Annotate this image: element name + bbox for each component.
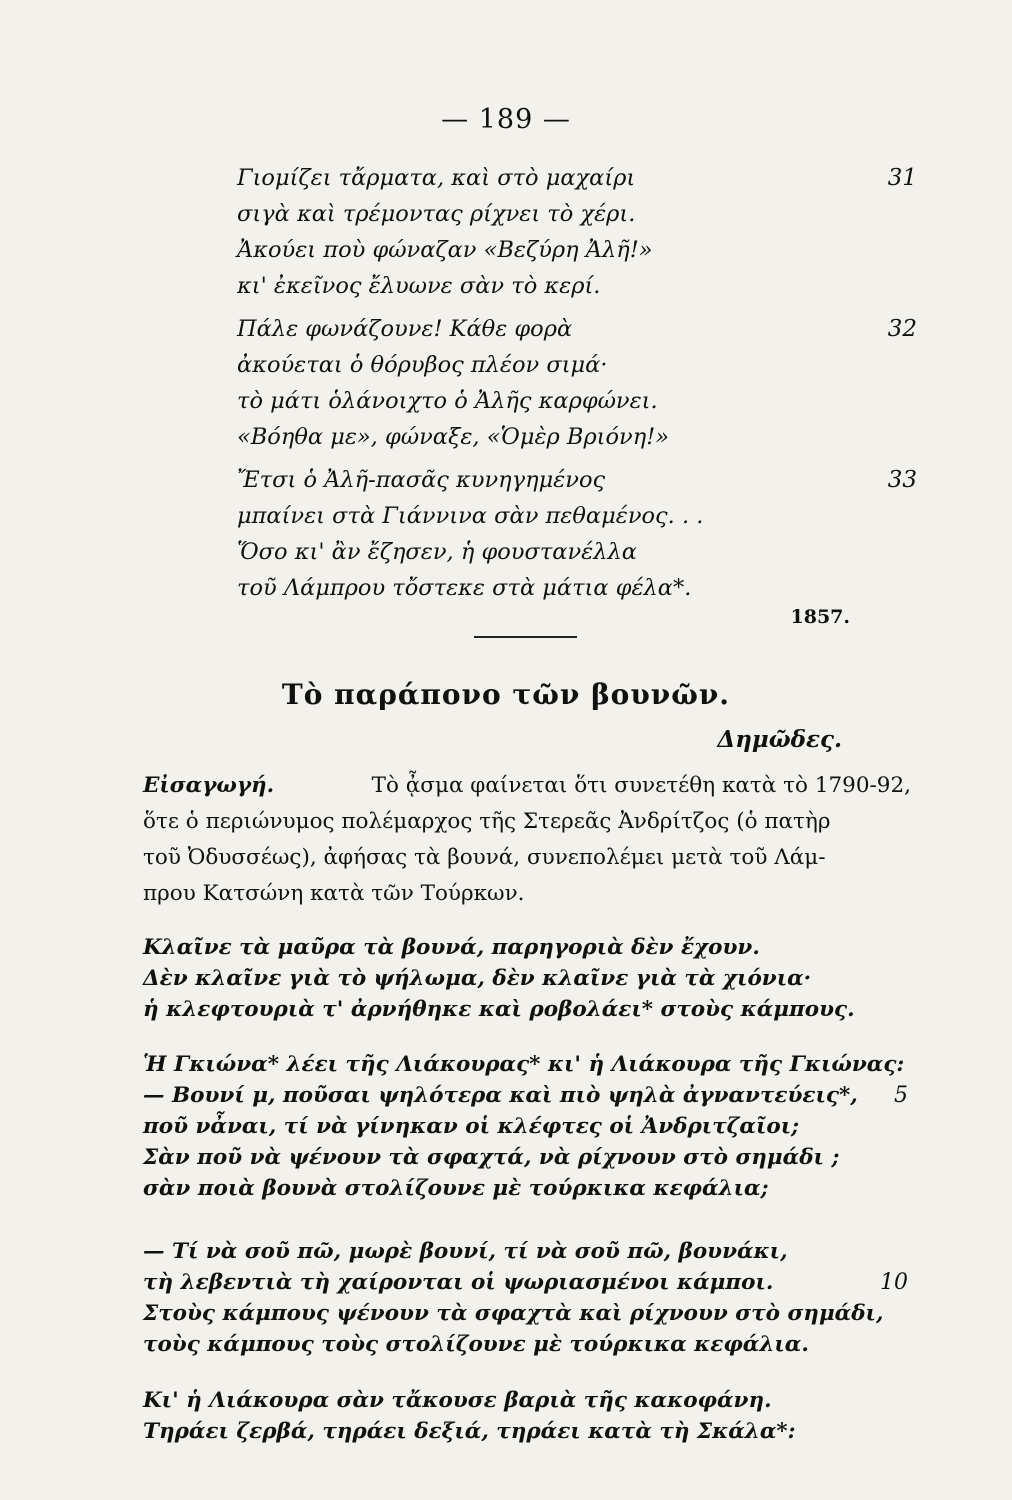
section-divider [474,636,577,638]
poem-year: 1857. [790,606,850,628]
poem-stanza [143,1385,908,1447]
poem-line: Κι' ἡ Λιάκουρα σὰν τἄκουσε βαριὰ τῆς κακοφάνη. [143,1388,772,1413]
poem-stanza [143,932,908,1025]
poem-line: Σὰν ποῦ νὰ ψένουν τὰ σφαχτά, νὰ ρίχνουν στὸ σημάδι ; [143,1145,840,1170]
poem-line: σὰν ποιὰ βουνὰ στολίζουνε μὲ τούρκικα κεφάλια; [143,1176,769,1201]
stanza-32 [237,311,917,455]
poem-line: Ἡ Γκιώνα* λέει τῆς Λιάκουρας* κι' ἡ Λιάκουρα τῆς Γκιώνας: [143,1052,905,1077]
stanza-31 [237,160,917,304]
stanza-number: 33 [887,467,917,493]
verse-line: «Βόηθα με», φώναξε, «Ὁμὲρ Βριόνη!» [237,424,670,450]
page-number: — 189 — [441,104,571,135]
intro-line: Εἰσαγωγή. Τὸ ᾆσμα φαίνεται ὅτι συνετέθη κατὰ τὸ 1790-92, [143,768,911,804]
verse-line: κι' ἐκεῖνος ἔλυωνε σὰν τὸ κερί. [237,273,601,299]
stanza-number: 32 [887,316,917,342]
verse-line: Γιομίζει τἄρματα, καὶ στὸ μαχαίρι 31 [237,160,917,196]
line-number: 5 [894,1083,908,1108]
verse-line: Ἔτσι ὁ Ἀλῆ-πασᾶς κυνηγημένος 33 [237,462,917,498]
poem-line: τὴ λεβεντιὰ τὴ χαίρονται οἱ ψωριασμένοι κάμποι. 10 [143,1267,908,1298]
poem-line: — Βουνί μ, ποῦσαι ψηλότερα καὶ πιὸ ψηλὰ ἀγναντεύεις*, 5 [143,1080,908,1111]
intro-line: τοῦ Ὀδυσσέως), ἀφήσας τὰ βουνά, συνεπολέμει μετὰ τοῦ Λάμ- [143,845,826,870]
section-subtitle: Δημῶδες. [717,726,842,753]
verse-line: σιγὰ καὶ τρέμοντας ρίχνει τὸ χέρι. [237,201,636,227]
poem-stanza [143,1049,908,1204]
verse-line: τοῦ Λάμπρου τὄστεκε στὰ μάτια φέλα*. [237,575,692,601]
poem-line: Στοὺς κάμπους ψένουν τὰ σφαχτὰ καὶ ρίχνουν στὸ σημάδι, [143,1301,884,1326]
intro-label: Εἰσαγωγή. [143,773,275,798]
intro-line: ὅτε ὁ περιώνυμος πολέμαρχος τῆς Στερεᾶς Ἀνδρίτζος (ὁ πατὴρ [143,809,831,834]
poem-line: ἡ κλεφτουριὰ τ' ἀρνήθηκε καὶ ροβολάει* στοὺς κάμπους. [143,997,855,1022]
poem-line: Τηράει ζερβά, τηράει δεξιά, τηράει κατὰ τὴ Σκάλα*: [143,1419,796,1444]
verse-line: τὸ μάτι ὁλάνοιχτο ὁ Ἀλῆς καρφώνει. [237,388,658,414]
introduction [143,768,911,912]
stanza-number: 31 [887,165,917,191]
verse-line: ἀκούεται ὁ θόρυβος πλέον σιμά· [237,352,608,378]
stanza-33 [237,462,917,606]
verse-line: μπαίνει στὰ Γιάννινα σὰν πεθαμένος. . . [237,503,704,529]
poem-line: Κλαῖνε τὰ μαῦρα τὰ βουνά, παρηγοριὰ δὲν ἔχουν. [143,935,760,960]
section-title: Τὸ παράπονο τῶν βουνῶν. [281,678,731,711]
verse-line: Πάλε φωνάζουνε! Κάθε φορὰ 32 [237,311,917,347]
verse-line: Ἀκούει ποὺ φώναζαν «Βεζύρη Ἀλῆ!» [237,237,653,263]
line-number: 10 [880,1270,908,1295]
poem-stanza [143,1236,908,1360]
poem-line: τοὺς κάμπους τοὺς στολίζουνε μὲ τούρκικα κεφάλια. [143,1332,809,1357]
poem-line: ποῦ νἆναι, τί νὰ γίνηκαν οἱ κλέφτες οἱ Ἀνδριτζαῖοι; [143,1114,800,1139]
verse-line: Ὅσο κι' ἂν ἔζησεν, ἡ φουστανέλλα [237,539,637,565]
poem-line: — Τί νὰ σοῦ πῶ, μωρὲ βουνί, τί νὰ σοῦ πῶ, βουνάκι, [143,1239,788,1264]
intro-line: πρου Κατσώνη κατὰ τῶν Τούρκων. [143,881,525,906]
poem-line: Δὲν κλαῖνε γιὰ τὸ ψήλωμα, δὲν κλαῖνε γιὰ τὰ χιόνια· [143,966,812,991]
